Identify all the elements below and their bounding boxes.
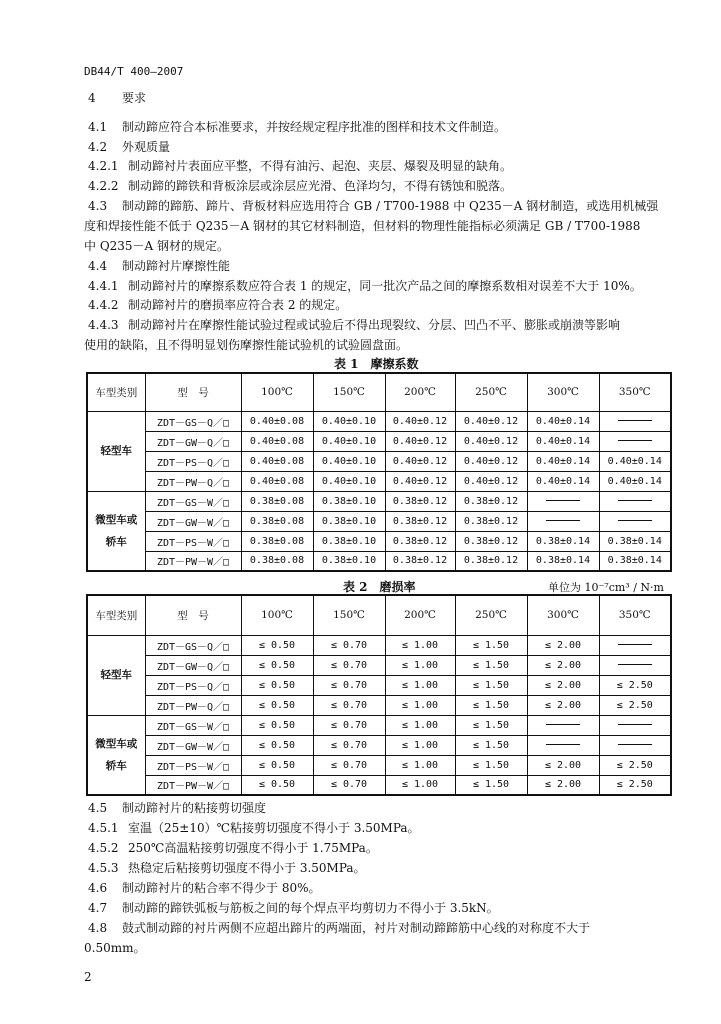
value-cell: 0.40±0.12 (455, 431, 527, 451)
value-cell: 0.40±0.14 (527, 451, 599, 471)
clause-4-4-2 (88, 297, 347, 313)
value-cell: ≤ 0.50 (241, 735, 313, 755)
clause-number: 4.5.2 (88, 841, 119, 855)
value-cell: ≤ 2.00 (527, 635, 599, 655)
model-cell: ZDT－GW－W／□ (145, 735, 241, 755)
value-cell: 0.38±0.10 (313, 531, 385, 551)
value-cell: 0.38±0.14 (599, 551, 671, 571)
dash-mark (618, 744, 652, 745)
empty-cell (599, 635, 671, 655)
dash-mark (618, 440, 652, 441)
col-header-model: 型 号 (145, 373, 241, 411)
model-cell: ZDT－PS－Q／□ (145, 451, 241, 471)
clause-number: 4.4 (88, 259, 108, 273)
value-cell: ≤ 2.00 (527, 755, 599, 775)
value-cell: ≤ 1.50 (455, 775, 527, 795)
value-cell: ≤ 1.50 (455, 675, 527, 695)
clause-4-5-3 (88, 860, 366, 876)
value-cell: ≤ 2.00 (527, 675, 599, 695)
wear-rate-table (86, 594, 672, 796)
value-cell: ≤ 0.50 (241, 715, 313, 735)
value-cell: ≤ 1.00 (385, 715, 455, 735)
clause-4-4-3-cont: 使用的缺陷，且不得明显划伤摩擦性能试验机的试验圆盘面。 (84, 338, 409, 352)
clause-4-4-3 (88, 317, 620, 333)
value-cell: ≤ 2.50 (599, 775, 671, 795)
empty-cell (599, 655, 671, 675)
empty-cell (599, 735, 671, 755)
model-cell: ZDT－PW－W／□ (145, 775, 241, 795)
value-cell: 0.38±0.10 (313, 491, 385, 511)
value-cell: 0.38±0.10 (313, 551, 385, 571)
clause-number: 4.2 (88, 140, 108, 154)
value-cell: 0.40±0.12 (385, 451, 455, 471)
table-row (87, 471, 671, 491)
header-row (87, 595, 671, 635)
model-cell: ZDT－GS－W／□ (145, 491, 241, 511)
clause-text: 制动蹄应符合本标准要求，并按经规定程序批准的图样和技术文件制造。 (122, 120, 507, 134)
value-cell: ≤ 1.50 (455, 715, 527, 735)
value-cell: ≤ 1.00 (385, 755, 455, 775)
table-row (87, 715, 671, 735)
clause-text: 外观质量 (122, 140, 171, 154)
vehicle-category: 微型车或轿车 (87, 715, 145, 795)
clause-text: 鼓式制动蹄的衬片两侧不应超出蹄片的两端面，衬片对制动蹄蹄筋中心线的对称度不大于 (122, 921, 591, 935)
value-cell: ≤ 0.70 (313, 655, 385, 675)
section-4-heading (88, 90, 146, 106)
value-cell: 0.40±0.08 (241, 451, 313, 471)
value-cell: 0.38±0.08 (241, 511, 313, 531)
value-cell: ≤ 1.50 (455, 735, 527, 755)
clause-text: 制动蹄的蹄铁和背板涂层或涂层应光滑、色泽均匀，不得有锈蚀和脱落。 (128, 179, 513, 193)
col-header-temp: 150℃ (313, 373, 385, 411)
col-header-temp: 150℃ (313, 595, 385, 635)
value-cell: 0.38±0.12 (385, 551, 455, 571)
dash-mark (618, 500, 652, 501)
value-cell: 0.40±0.14 (527, 471, 599, 491)
clause-text: 制动蹄衬片摩擦性能 (122, 259, 231, 273)
table-row (87, 695, 671, 715)
dash-mark (546, 500, 580, 501)
empty-cell (599, 715, 671, 735)
model-cell: ZDT－GW－W／□ (145, 511, 241, 531)
value-cell: 0.40±0.08 (241, 431, 313, 451)
clause-4-3-cont-2: 中 Q235－A 钢材的规定。 (84, 239, 230, 253)
clause-4-6 (88, 880, 321, 896)
clause-4-4-1 (88, 278, 642, 294)
clause-text: 制动蹄衬片在摩擦性能试验过程或试验后不得出现裂纹、分层、凹凸不平、膨胀或崩溃等影响 (128, 318, 621, 332)
dash-mark (618, 420, 652, 421)
clause-text: 制动蹄的蹄铁弧板与筋板之间的每个焊点平均剪切力不得小于 3.5kN。 (122, 901, 499, 915)
clause-4-3-cont-1: 度和焊接性能不低于 Q235－A 钢材的其它材料制造，但材料的物理性能指标必须满足 GB / T700-1988 (84, 219, 641, 233)
clause-4-2-1 (88, 158, 512, 174)
model-cell: ZDT－PW－W／□ (145, 551, 241, 571)
value-cell: 0.40±0.12 (385, 411, 455, 431)
value-cell: 0.38±0.12 (385, 491, 455, 511)
clause-text: 制动蹄衬片表面应平整，不得有油污、起泡、夹层、爆裂及明显的缺角。 (128, 159, 513, 173)
vehicle-category: 轻型车 (87, 635, 145, 715)
model-cell: ZDT－GS－Q／□ (145, 411, 241, 431)
empty-cell (599, 511, 671, 531)
table-row (87, 511, 671, 531)
value-cell: ≤ 1.50 (455, 755, 527, 775)
col-header-temp: 250℃ (455, 373, 527, 411)
col-header-temp: 300℃ (527, 595, 599, 635)
value-cell: 0.40±0.12 (455, 411, 527, 431)
table-2-caption: 表 2 磨损率 (343, 580, 416, 594)
value-cell: 0.40±0.14 (527, 431, 599, 451)
value-cell: ≤ 1.00 (385, 655, 455, 675)
value-cell: ≤ 0.70 (313, 635, 385, 655)
value-cell: 0.40±0.14 (527, 411, 599, 431)
model-cell: ZDT－GS－W／□ (145, 715, 241, 735)
value-cell: 0.40±0.10 (313, 451, 385, 471)
friction-coefficient-table (86, 372, 672, 572)
clause-4-3 (88, 198, 658, 214)
empty-cell (527, 735, 599, 755)
value-cell: ≤ 0.70 (313, 675, 385, 695)
table-row (87, 451, 671, 471)
model-cell: ZDT－PW－Q／□ (145, 695, 241, 715)
value-cell: ≤ 1.00 (385, 635, 455, 655)
value-cell: ≤ 1.00 (385, 735, 455, 755)
value-cell: ≤ 1.50 (455, 655, 527, 675)
empty-cell (527, 511, 599, 531)
clause-4-5-2 (88, 840, 378, 856)
clause-text: 制动蹄衬片的粘接剪切强度 (122, 801, 267, 815)
col-header-temp: 200℃ (385, 595, 455, 635)
value-cell: 0.40±0.14 (599, 451, 671, 471)
value-cell: ≤ 0.50 (241, 775, 313, 795)
value-cell: ≤ 1.00 (385, 775, 455, 795)
clause-number: 4.3 (88, 199, 108, 213)
dash-mark (618, 724, 652, 725)
col-header-model: 型 号 (145, 595, 241, 635)
empty-cell (527, 715, 599, 735)
value-cell: ≤ 1.00 (385, 695, 455, 715)
clause-number: 4.4.3 (88, 318, 119, 332)
table-1-caption: 表 1 摩擦系数 (334, 357, 419, 371)
value-cell: ≤ 0.50 (241, 635, 313, 655)
clause-text: 制动蹄衬片的磨损率应符合表 2 的规定。 (128, 298, 348, 312)
clause-text: 制动蹄的蹄筋、蹄片、背板材料应选用符合 GB / T700-1988 中 Q235－A 钢材制造，或选用机械强 (122, 199, 659, 213)
clause-4-8 (88, 920, 590, 936)
col-header-vehicle: 车型类别 (87, 373, 145, 411)
value-cell: ≤ 0.50 (241, 755, 313, 775)
empty-cell (599, 431, 671, 451)
value-cell: 0.40±0.10 (313, 411, 385, 431)
table-row (87, 675, 671, 695)
dash-mark (546, 724, 580, 725)
value-cell: 0.38±0.08 (241, 531, 313, 551)
clause-number: 4.8 (88, 921, 108, 935)
value-cell: 0.40±0.10 (313, 431, 385, 451)
clause-text: 热稳定后粘接剪切强度不得小于 3.50MPa。 (128, 861, 366, 875)
value-cell: ≤ 2.00 (527, 775, 599, 795)
clause-4-8-cont: 0.50mm。 (84, 941, 146, 955)
vehicle-category: 微型车或轿车 (87, 491, 145, 571)
value-cell: 0.38±0.12 (455, 511, 527, 531)
value-cell: ≤ 0.70 (313, 695, 385, 715)
value-cell: ≤ 0.50 (241, 675, 313, 695)
value-cell: ≤ 1.50 (455, 635, 527, 655)
clause-number: 4.2.2 (88, 179, 119, 193)
value-cell: ≤ 0.70 (313, 715, 385, 735)
value-cell: 0.38±0.08 (241, 551, 313, 571)
value-cell: 0.38±0.12 (385, 511, 455, 531)
dash-mark (546, 744, 580, 745)
dash-mark (546, 520, 580, 521)
model-cell: ZDT－PW－Q／□ (145, 471, 241, 491)
value-cell: ≤ 1.50 (455, 695, 527, 715)
value-cell: 0.38±0.14 (599, 531, 671, 551)
value-cell: ≤ 0.50 (241, 655, 313, 675)
value-cell: 0.40±0.14 (599, 471, 671, 491)
table-row (87, 755, 671, 775)
model-cell: ZDT－PS－W／□ (145, 531, 241, 551)
clause-4-4 (88, 258, 230, 274)
dash-mark (618, 644, 652, 645)
vehicle-category: 轻型车 (87, 411, 145, 491)
col-header-temp: 100℃ (241, 373, 313, 411)
value-cell: 0.38±0.12 (385, 531, 455, 551)
clause-4-5 (88, 800, 266, 816)
model-cell: ZDT－PS－Q／□ (145, 675, 241, 695)
value-cell: 0.40±0.08 (241, 471, 313, 491)
clause-number: 4.4.1 (88, 279, 119, 293)
value-cell: 0.40±0.08 (241, 411, 313, 431)
value-cell: 0.40±0.10 (313, 471, 385, 491)
clause-number: 4.1 (88, 120, 108, 134)
value-cell: ≤ 2.50 (599, 675, 671, 695)
table-row (87, 635, 671, 655)
value-cell: ≤ 1.00 (385, 675, 455, 695)
col-header-temp: 350℃ (599, 373, 671, 411)
clause-4-7 (88, 900, 499, 916)
col-header-temp: 200℃ (385, 373, 455, 411)
empty-cell (599, 411, 671, 431)
empty-cell (599, 491, 671, 511)
table-row (87, 735, 671, 755)
value-cell: 0.38±0.08 (241, 491, 313, 511)
table-row (87, 551, 671, 571)
model-cell: ZDT－PS－W／□ (145, 755, 241, 775)
table-row (87, 775, 671, 795)
table-row (87, 655, 671, 675)
value-cell: ≤ 2.00 (527, 655, 599, 675)
col-header-vehicle: 车型类别 (87, 595, 145, 635)
clause-4-2 (88, 139, 170, 155)
table-row (87, 431, 671, 451)
col-header-temp: 300℃ (527, 373, 599, 411)
value-cell: 0.38±0.12 (455, 531, 527, 551)
col-header-temp: 350℃ (599, 595, 671, 635)
clause-number: 4.5.1 (88, 821, 119, 835)
model-cell: ZDT－GS－Q／□ (145, 635, 241, 655)
section-title: 要求 (122, 91, 147, 105)
value-cell: 0.38±0.12 (455, 551, 527, 571)
model-cell: ZDT－GW－Q／□ (145, 431, 241, 451)
clause-number: 4.7 (88, 901, 108, 915)
table-row (87, 491, 671, 511)
value-cell: 0.40±0.12 (455, 471, 527, 491)
value-cell: ≤ 2.00 (527, 695, 599, 715)
value-cell: ≤ 2.50 (599, 695, 671, 715)
value-cell: 0.40±0.12 (455, 451, 527, 471)
clause-number: 4.6 (88, 881, 108, 895)
value-cell: 0.38±0.12 (455, 491, 527, 511)
clause-text: 制动蹄衬片的粘合率不得少于 80%。 (122, 881, 321, 895)
section-number: 4 (88, 91, 96, 105)
value-cell: 0.40±0.12 (385, 431, 455, 451)
value-cell: ≤ 0.70 (313, 755, 385, 775)
value-cell: ≤ 0.70 (313, 775, 385, 795)
value-cell: 0.40±0.12 (385, 471, 455, 491)
table-1-body (87, 373, 671, 571)
dash-mark (618, 520, 652, 521)
table-row (87, 411, 671, 431)
clause-number: 4.2.1 (88, 159, 119, 173)
dash-mark (618, 664, 652, 665)
col-header-temp: 100℃ (241, 595, 313, 635)
col-header-temp: 250℃ (455, 595, 527, 635)
document-header: DB44/T 400—2007 (84, 65, 184, 78)
header-row (87, 373, 671, 411)
value-cell: 0.38±0.10 (313, 511, 385, 531)
clause-text: 250℃高温粘接剪切强度不得小于 1.75MPa。 (128, 841, 378, 855)
clause-4-5-1 (88, 820, 420, 836)
model-cell: ZDT－GW－Q／□ (145, 655, 241, 675)
table-2-unit: 单位为 10⁻⁷cm³ / N·m (548, 581, 664, 594)
value-cell: ≤ 2.50 (599, 755, 671, 775)
clause-number: 4.5.3 (88, 861, 119, 875)
page-number: 2 (84, 970, 92, 984)
value-cell: 0.38±0.14 (527, 551, 599, 571)
empty-cell (527, 491, 599, 511)
clause-number: 4.4.2 (88, 298, 119, 312)
table-row (87, 531, 671, 551)
value-cell: 0.38±0.14 (527, 531, 599, 551)
value-cell: ≤ 0.50 (241, 695, 313, 715)
clause-text: 室温（25±10）℃粘接剪切强度不得小于 3.50MPa。 (128, 821, 420, 835)
clause-4-1 (88, 119, 506, 135)
clause-4-2-2 (88, 178, 512, 194)
table-2-body (87, 595, 671, 795)
clause-text: 制动蹄衬片的摩擦系数应符合表 1 的规定，同一批次产品之间的摩擦系数相对误差不大于 10%。 (128, 279, 642, 293)
clause-number: 4.5 (88, 801, 108, 815)
value-cell: ≤ 0.70 (313, 735, 385, 755)
